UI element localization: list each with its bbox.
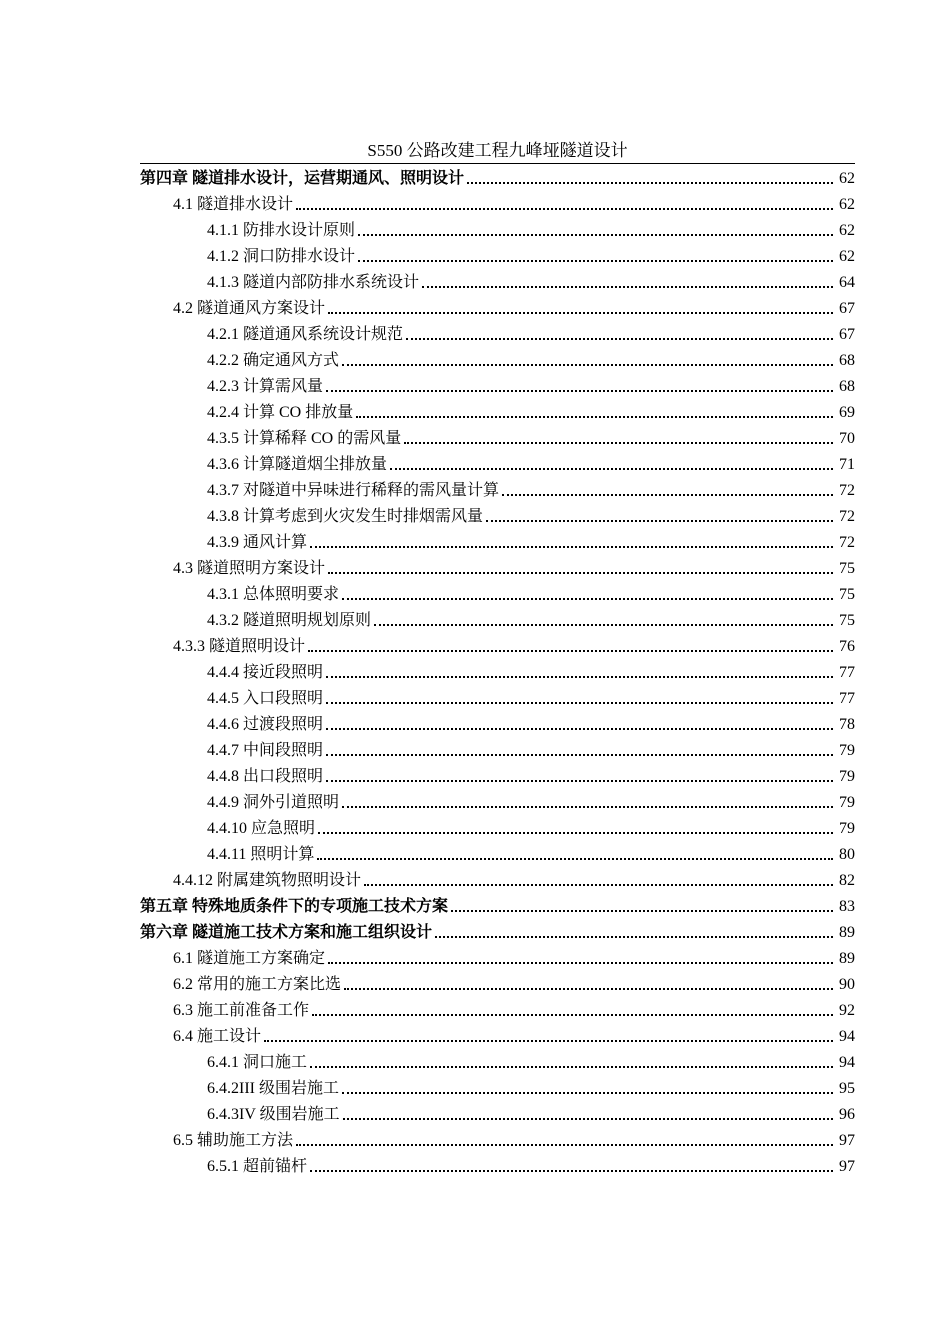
toc-entry-title: 4.3.7 对隧道中异味进行稀释的需风量计算: [207, 482, 500, 499]
toc-entry[interactable]: [140, 426, 855, 452]
toc-dot-leader: [326, 660, 835, 686]
toc-entry[interactable]: [140, 504, 855, 530]
toc-entry[interactable]: [140, 270, 855, 296]
toc-dot-leader: [326, 764, 835, 790]
toc-entry-title: 6.5 辅助施工方法: [173, 1132, 294, 1149]
toc-entry[interactable]: [140, 582, 855, 608]
toc-dot-leader: [326, 374, 835, 400]
toc-dot-leader: [422, 270, 835, 296]
toc-entry-title: 4.2.1 隧道通风系统设计规范: [207, 326, 404, 343]
toc-entry-title: 6.4.2III 级围岩施工: [207, 1080, 339, 1097]
toc-entry-title: 4.1.2 洞口防排水设计: [207, 248, 356, 265]
toc-entry[interactable]: [140, 894, 855, 920]
toc-dot-leader: [328, 946, 835, 972]
toc-dot-leader: [342, 1076, 835, 1102]
toc-entry-page-number: 72: [839, 534, 855, 551]
toc-entry[interactable]: [140, 634, 855, 660]
toc-dot-leader: [406, 322, 835, 348]
toc-entry-page-number: 78: [839, 716, 855, 733]
toc-entry[interactable]: [140, 842, 855, 868]
toc-entry[interactable]: [140, 790, 855, 816]
toc-entry-title: 4.4.8 出口段照明: [207, 768, 324, 785]
toc-dot-leader: [317, 842, 835, 868]
toc-dot-leader: [502, 478, 835, 504]
toc-entry-page-number: 90: [839, 976, 855, 993]
toc-entry-page-number: 79: [839, 794, 855, 811]
toc-dot-leader: [310, 1050, 835, 1076]
toc-dot-leader: [310, 530, 835, 556]
toc-entry-page-number: 83: [839, 898, 855, 915]
toc-dot-leader: [467, 166, 835, 192]
toc-entry[interactable]: [140, 400, 855, 426]
toc-entry-title: 4.4.11 照明计算: [207, 846, 315, 863]
toc-entry[interactable]: [140, 920, 855, 946]
toc-dot-leader: [264, 1024, 835, 1050]
toc-entry-title: 4.4.10 应急照明: [207, 820, 316, 837]
toc-entry[interactable]: [140, 1050, 855, 1076]
toc-entry-page-number: 92: [839, 1002, 855, 1019]
toc-dot-leader: [364, 868, 835, 894]
toc-entry[interactable]: [140, 374, 855, 400]
toc-entry[interactable]: [140, 946, 855, 972]
table-of-contents: [140, 166, 855, 1180]
toc-dot-leader: [358, 244, 835, 270]
toc-entry-title: 6.4 施工设计: [173, 1028, 262, 1045]
toc-entry-page-number: 79: [839, 742, 855, 759]
toc-dot-leader: [326, 686, 835, 712]
toc-entry-title: 4.3.1 总体照明要求: [207, 586, 340, 603]
toc-entry[interactable]: [140, 972, 855, 998]
toc-entry-page-number: 68: [839, 378, 855, 395]
toc-entry-title: 4.1.1 防排水设计原则: [207, 222, 356, 239]
toc-entry-title: 4.4.4 接近段照明: [207, 664, 324, 681]
toc-entry-page-number: 67: [839, 326, 855, 343]
toc-entry-page-number: 94: [839, 1054, 855, 1071]
toc-dot-leader: [326, 738, 835, 764]
toc-entry-page-number: 82: [839, 872, 855, 889]
toc-entry-title: 4.3.2 隧道照明规划原则: [207, 612, 372, 629]
toc-entry[interactable]: [140, 712, 855, 738]
toc-entry-page-number: 79: [839, 820, 855, 837]
toc-entry-page-number: 62: [839, 196, 855, 213]
toc-dot-leader: [358, 218, 835, 244]
toc-entry[interactable]: [140, 1128, 855, 1154]
toc-entry[interactable]: [140, 1102, 855, 1128]
toc-entry-title: 4.3.9 通风计算: [207, 534, 308, 551]
toc-entry-title: 4.1 隧道排水设计: [173, 196, 294, 213]
toc-entry-title: 4.2.2 确定通风方式: [207, 352, 340, 369]
toc-dot-leader: [312, 998, 835, 1024]
toc-entry-title: 4.3.8 计算考虑到火灾发生时排烟需风量: [207, 508, 484, 525]
toc-dot-leader: [404, 426, 835, 452]
toc-entry-page-number: 89: [839, 924, 855, 941]
toc-entry-page-number: 77: [839, 690, 855, 707]
toc-entry[interactable]: [140, 738, 855, 764]
toc-entry-page-number: 96: [839, 1106, 855, 1123]
toc-entry[interactable]: [140, 998, 855, 1024]
toc-entry-title: 第六章 隧道施工技术方案和施工组织设计: [140, 924, 433, 941]
toc-entry-title: 4.1.3 隧道内部防排水系统设计: [207, 274, 420, 291]
toc-entry[interactable]: [140, 686, 855, 712]
toc-entry-title: 4.2.3 计算需风量: [207, 378, 324, 395]
toc-entry-page-number: 71: [839, 456, 855, 473]
toc-entry-page-number: 76: [839, 638, 855, 655]
toc-entry-page-number: 72: [839, 508, 855, 525]
toc-entry[interactable]: [140, 322, 855, 348]
toc-entry-title: 4.2.4 计算 CO 排放量: [207, 404, 354, 421]
toc-entry[interactable]: [140, 1024, 855, 1050]
toc-entry-page-number: 67: [839, 300, 855, 317]
toc-entry[interactable]: [140, 530, 855, 556]
toc-entry-title: 4.3 隧道照明方案设计: [173, 560, 326, 577]
toc-entry-title: 6.4.3IV 级围岩施工: [207, 1106, 340, 1123]
toc-dot-leader: [318, 816, 835, 842]
toc-entry-title: 第五章 特殊地质条件下的专项施工技术方案: [140, 898, 449, 915]
toc-entry-title: 4.4.12 附属建筑物照明设计: [173, 872, 362, 889]
toc-entry-title: 4.2 隧道通风方案设计: [173, 300, 326, 317]
toc-dot-leader: [374, 608, 835, 634]
toc-entry-page-number: 69: [839, 404, 855, 421]
page-header: S550 公路改建工程九峰垭隧道设计: [140, 139, 855, 164]
toc-entry[interactable]: [140, 478, 855, 504]
toc-entry[interactable]: [140, 660, 855, 686]
toc-entry-title: 6.3 施工前准备工作: [173, 1002, 310, 1019]
toc-entry-page-number: 72: [839, 482, 855, 499]
toc-dot-leader: [451, 894, 835, 920]
toc-dot-leader: [342, 348, 835, 374]
toc-entry-title: 4.4.9 洞外引道照明: [207, 794, 340, 811]
toc-entry[interactable]: [140, 452, 855, 478]
toc-entry-page-number: 79: [839, 768, 855, 785]
toc-entry-page-number: 75: [839, 586, 855, 603]
toc-entry[interactable]: [140, 816, 855, 842]
toc-dot-leader: [435, 920, 835, 946]
toc-dot-leader: [296, 192, 835, 218]
toc-dot-leader: [343, 1102, 835, 1128]
toc-entry-title: 4.3.5 计算稀释 CO 的需风量: [207, 430, 402, 447]
toc-entry-page-number: 97: [839, 1132, 855, 1149]
toc-entry-title: 4.4.5 入口段照明: [207, 690, 324, 707]
toc-entry-title: 第四章 隧道排水设计，运营期通风、照明设计: [140, 170, 465, 187]
toc-entry[interactable]: [140, 166, 855, 192]
toc-entry-title: 6.4.1 洞口施工: [207, 1054, 308, 1071]
toc-dot-leader: [328, 556, 835, 582]
toc-entry-page-number: 94: [839, 1028, 855, 1045]
toc-entry-page-number: 62: [839, 170, 855, 187]
toc-entry-page-number: 80: [839, 846, 855, 863]
toc-entry[interactable]: [140, 348, 855, 374]
toc-entry-page-number: 77: [839, 664, 855, 681]
toc-entry[interactable]: [140, 556, 855, 582]
toc-entry-page-number: 95: [839, 1080, 855, 1097]
toc-entry[interactable]: [140, 1076, 855, 1102]
toc-dot-leader: [308, 634, 835, 660]
toc-dot-leader: [328, 296, 835, 322]
toc-entry[interactable]: [140, 764, 855, 790]
toc-entry[interactable]: [140, 296, 855, 322]
toc-dot-leader: [310, 1154, 835, 1180]
toc-entry-page-number: 75: [839, 560, 855, 577]
toc-dot-leader: [344, 972, 835, 998]
toc-entry[interactable]: [140, 868, 855, 894]
toc-entry-title: 4.4.7 中间段照明: [207, 742, 324, 759]
toc-entry[interactable]: [140, 244, 855, 270]
toc-entry-title: 6.2 常用的施工方案比选: [173, 976, 342, 993]
toc-entry[interactable]: [140, 192, 855, 218]
toc-entry-title: 6.5.1 超前锚杆: [207, 1158, 308, 1175]
toc-entry[interactable]: [140, 608, 855, 634]
toc-dot-leader: [342, 790, 835, 816]
toc-dot-leader: [486, 504, 835, 530]
toc-entry-page-number: 97: [839, 1158, 855, 1175]
toc-entry-page-number: 62: [839, 248, 855, 265]
toc-entry-page-number: 68: [839, 352, 855, 369]
toc-entry-title: 4.3.3 隧道照明设计: [173, 638, 306, 655]
toc-entry-title: 6.1 隧道施工方案确定: [173, 950, 326, 967]
toc-entry-page-number: 89: [839, 950, 855, 967]
toc-entry[interactable]: [140, 1154, 855, 1180]
toc-dot-leader: [342, 582, 835, 608]
toc-entry-page-number: 64: [839, 274, 855, 291]
toc-entry-title: 4.4.6 过渡段照明: [207, 716, 324, 733]
toc-dot-leader: [390, 452, 835, 478]
toc-entry[interactable]: [140, 218, 855, 244]
toc-entry-title: 4.3.6 计算隧道烟尘排放量: [207, 456, 388, 473]
toc-dot-leader: [356, 400, 835, 426]
toc-entry-page-number: 70: [839, 430, 855, 447]
toc-entry-page-number: 62: [839, 222, 855, 239]
toc-entry-page-number: 75: [839, 612, 855, 629]
toc-dot-leader: [296, 1128, 835, 1154]
toc-dot-leader: [326, 712, 835, 738]
